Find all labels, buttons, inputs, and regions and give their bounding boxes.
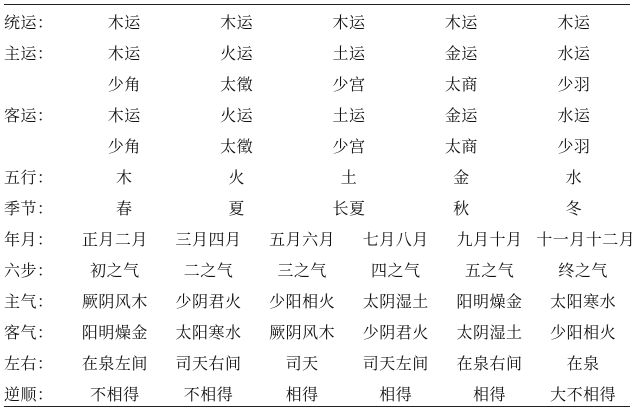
cell-group	[68, 103, 630, 126]
cell-group	[68, 134, 630, 157]
table-cell: 火运	[220, 44, 254, 63]
table-cell: 土运	[332, 106, 366, 125]
row-label: 主气：	[4, 292, 54, 311]
row-label: 客运：	[4, 106, 54, 125]
table-cell: 司天左间	[362, 354, 429, 373]
table-cell: 木运	[220, 13, 254, 32]
table-cell: 三之气	[277, 261, 327, 280]
table-cell: 秋	[453, 199, 470, 218]
table-cell: 四之气	[371, 261, 421, 280]
document-page	[4, 0, 635, 416]
table-cell: 春	[115, 199, 133, 218]
five-cell-row	[68, 68, 630, 99]
table-cell: 七月八月	[362, 230, 429, 249]
table-cell: 少阴君火	[175, 292, 242, 311]
cell-group	[68, 41, 630, 64]
table-cell: 土	[340, 168, 358, 187]
table-cell: 少宫	[332, 75, 366, 94]
table-cell: 相得	[379, 385, 413, 404]
table-row	[4, 254, 630, 285]
bottom-rule	[4, 406, 630, 407]
table-cell: 水	[565, 168, 583, 187]
table-row	[4, 192, 630, 223]
table-cell: 少角	[107, 137, 141, 156]
cell-group	[68, 72, 630, 95]
row-label: 年月：	[4, 230, 54, 249]
table-cell: 木运	[557, 13, 591, 32]
table-row	[4, 68, 630, 99]
table-cell: 水运	[557, 106, 591, 125]
table-cell: 水运	[557, 44, 591, 63]
table-cell: 金运	[444, 44, 478, 63]
table-cell: 厥阴风木	[81, 292, 148, 311]
five-cell-row	[68, 192, 630, 223]
five-cell-row	[68, 99, 630, 130]
table-cell: 少宫	[332, 137, 366, 156]
row-label: 左右：	[4, 354, 54, 373]
table-row	[4, 378, 630, 409]
table-cell: 长夏	[332, 199, 366, 218]
table-row	[4, 285, 630, 316]
table-cell: 少阴君火	[362, 323, 429, 342]
row-label: 季节：	[4, 199, 54, 218]
table-cell: 不相得	[90, 385, 140, 404]
table-cell: 木运	[107, 13, 141, 32]
table-cell: 司天右间	[175, 354, 242, 373]
table-cell: 夏	[228, 199, 245, 218]
table-row	[4, 161, 630, 192]
table-cell: 十一月十二月	[536, 230, 635, 249]
table-cell: 阳明燥金	[456, 292, 523, 311]
table-cell: 相得	[472, 385, 506, 404]
table-cell: 初之气	[90, 261, 140, 280]
table-cell: 五之气	[464, 261, 515, 280]
row-label: 主运：	[4, 44, 54, 63]
table-cell: 在泉	[566, 354, 600, 373]
table-cell: 太徵	[220, 137, 254, 156]
table-cell: 五月六月	[269, 230, 336, 249]
table-cell: 太阴湿土	[456, 323, 523, 342]
table-row	[4, 347, 630, 378]
table-cell: 木运	[107, 44, 141, 63]
five-cell-row	[68, 130, 630, 161]
cell-group	[68, 10, 630, 33]
table-row	[4, 99, 630, 130]
table-cell: 司天	[285, 354, 319, 373]
five-movements-six-qi-table	[4, 6, 635, 409]
row-label	[4, 68, 68, 99]
table-cell: 土运	[332, 44, 366, 63]
row-label: 五行：	[4, 168, 54, 187]
table-cell: 火	[228, 168, 245, 187]
table-cell: 少阳相火	[550, 323, 617, 342]
table-cell: 木运	[444, 13, 478, 32]
table-cell: 木运	[107, 106, 141, 125]
table-cell: 终之气	[558, 261, 608, 280]
row-label	[4, 130, 68, 161]
table-cell: 在泉左间	[81, 354, 148, 373]
table-cell: 太商	[444, 75, 478, 94]
table-cell: 太徵	[220, 75, 254, 94]
table-cell: 金运	[444, 106, 478, 125]
table-cell: 少角	[107, 75, 141, 94]
table-row	[4, 37, 630, 68]
table-cell: 相得	[285, 385, 319, 404]
cell-group	[68, 196, 630, 219]
table-row	[4, 6, 630, 37]
table-cell: 太商	[444, 137, 478, 156]
table-cell: 少羽	[557, 75, 591, 94]
table-cell: 冬	[565, 199, 583, 218]
five-cell-row	[68, 6, 630, 37]
table-cell: 二之气	[183, 261, 234, 280]
table-cell: 金	[453, 168, 470, 187]
table-cell: 太阳寒水	[550, 292, 617, 311]
row-label: 逆顺：	[4, 385, 54, 404]
table-cell: 少羽	[557, 137, 591, 156]
table-cell: 三月四月	[175, 230, 242, 249]
top-rule	[4, 4, 630, 5]
table-cell: 火运	[220, 106, 254, 125]
five-cell-row	[68, 161, 630, 192]
cell-group	[68, 165, 630, 188]
table-body	[4, 6, 635, 409]
row-label: 六步：	[4, 261, 54, 280]
table-cell: 阳明燥金	[81, 323, 148, 342]
table-row	[4, 223, 630, 254]
table-cell: 在泉右间	[456, 354, 523, 373]
table-cell: 木运	[332, 13, 366, 32]
five-cell-row	[68, 37, 630, 68]
table-cell: 大不相得	[550, 385, 617, 404]
table-cell: 木	[115, 168, 133, 187]
table-cell: 太阳寒水	[175, 323, 242, 342]
table-cell: 正月二月	[81, 230, 148, 249]
table-cell: 太阴湿土	[362, 292, 429, 311]
row-label: 统运：	[4, 13, 54, 32]
table-row	[4, 130, 630, 161]
table-cell: 不相得	[183, 385, 234, 404]
table-cell: 少阳相火	[269, 292, 336, 311]
table-cell: 厥阴风木	[269, 323, 336, 342]
table-cell: 九月十月	[456, 230, 523, 249]
row-label: 客气：	[4, 323, 54, 342]
table-row	[4, 316, 630, 347]
